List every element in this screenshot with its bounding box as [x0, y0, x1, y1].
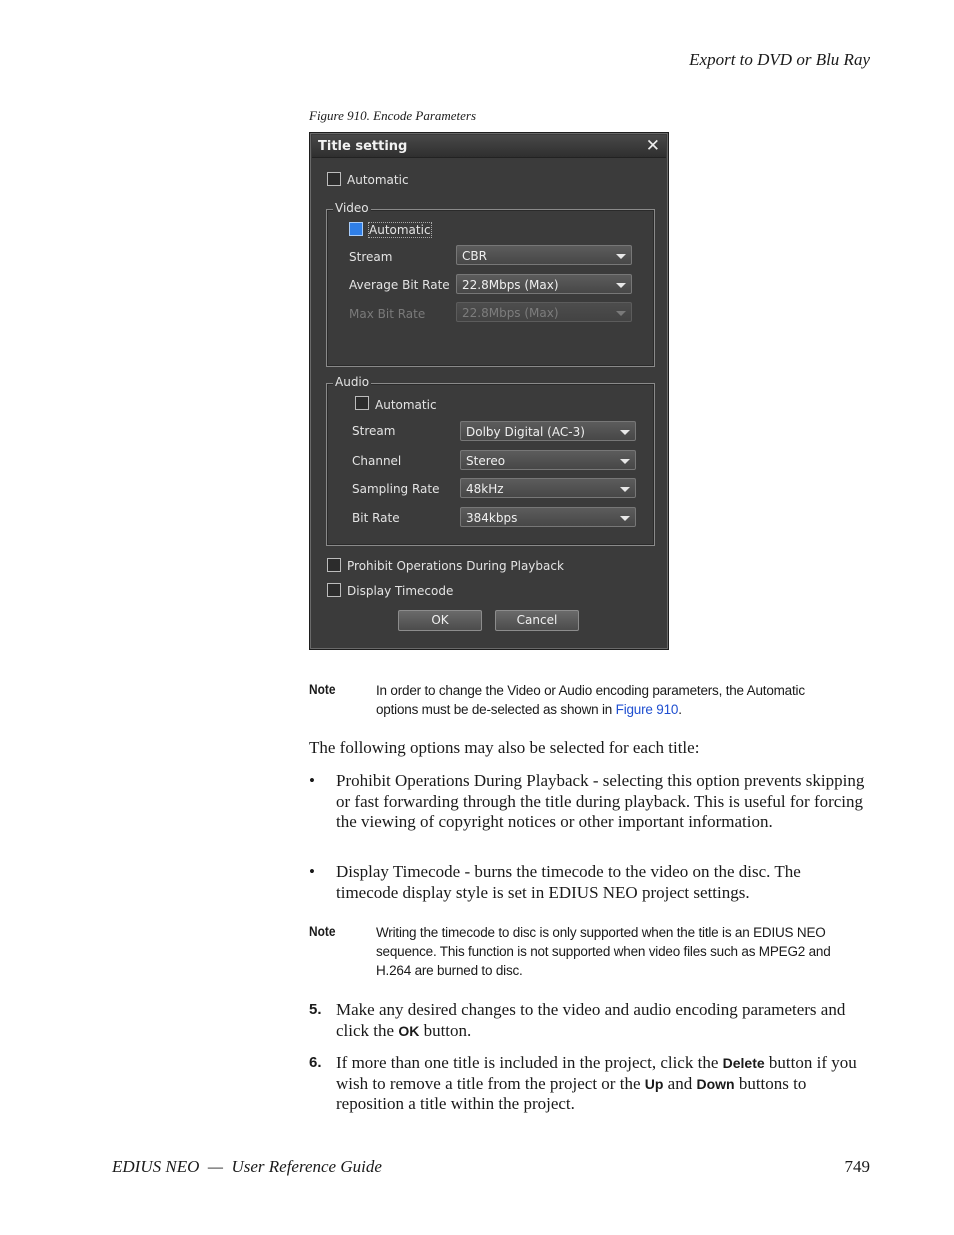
step-text-part: button if you wish to remove a title from the project or the: [336, 1053, 857, 1093]
ui-term: OK: [398, 1022, 420, 1039]
prohibit-label: Prohibit Operations During Playback: [347, 559, 564, 573]
video-automatic-checkbox[interactable]: [349, 222, 363, 236]
automatic-label: Automatic: [347, 173, 409, 187]
audio-bitrate-select[interactable]: [460, 507, 636, 527]
video-max-bitrate-value: 22.8Mbps (Max): [462, 306, 559, 320]
figure-link[interactable]: Figure 910: [615, 702, 679, 717]
step-text: [336, 1053, 871, 1115]
audio-channel-value: Stereo: [466, 454, 506, 468]
figure-caption: Figure 910. Encode Parameters: [309, 108, 477, 123]
video-avg-bitrate-label: Average Bit Rate: [349, 278, 450, 292]
audio-sampling-select[interactable]: [460, 478, 636, 498]
step-text-part: If more than one title is included in the project, click the: [336, 1053, 723, 1072]
audio-automatic-label: Automatic: [375, 398, 437, 412]
step-text-part: Make any desired changes to the video and audio encoding parameters and click the: [336, 1000, 846, 1040]
dialog-title: Title setting: [318, 139, 408, 154]
running-header: Export to DVD or Blu Ray: [689, 50, 870, 69]
audio-channel-select[interactable]: [460, 450, 636, 470]
step-text-part: and: [663, 1073, 697, 1093]
audio-automatic-checkbox[interactable]: [355, 396, 369, 410]
note-text-part: In order to change the Video or Audio encoding parameters, the Automatic options must be de-selected as shown in: [376, 683, 805, 717]
audio-bitrate-value: 384kbps: [466, 511, 518, 525]
display-timecode-checkbox[interactable]: [327, 583, 341, 597]
audio-stream-label: Stream: [352, 424, 396, 438]
display-timecode-label: Display Timecode: [347, 584, 454, 598]
step-number: 6.: [309, 1054, 322, 1071]
chevron-down-icon: [620, 487, 630, 492]
footer-title: EDIUS NEO — User Reference Guide: [112, 1157, 382, 1176]
video-avg-bitrate-value: 22.8Mbps (Max): [462, 278, 559, 292]
video-stream-label: Stream: [349, 250, 393, 264]
intro-paragraph: The following options may also be selected for each title:: [309, 738, 700, 757]
note-text: Writing the timecode to disc is only supported when the title is an EDIUS NEO sequence. This function is not supported when video files such as MPEG2 and H.264 are burned to disc.: [376, 925, 831, 978]
step-text-part: button.: [419, 1020, 472, 1040]
ui-term: Delete: [722, 1055, 765, 1071]
bullet-marker: •: [309, 862, 315, 881]
video-automatic-label: Automatic: [369, 223, 431, 237]
video-stream-value: CBR: [462, 249, 487, 263]
ok-button[interactable]: OK: [398, 610, 482, 631]
step-text: [336, 1000, 871, 1041]
bullet-item: Prohibit Operations During Playback - selecting this option prevents skipping or fast forwarding through the title during playback. This is useful for forcing the viewing of copyright notices or other important information.: [336, 771, 865, 831]
bullet-item: Display Timecode - burns the timecode to the video on the disc. The timecode display style is set in EDIUS NEO project settings.: [336, 862, 801, 902]
chevron-down-icon: [620, 516, 630, 521]
chevron-down-icon: [616, 254, 626, 259]
audio-stream-select[interactable]: [460, 421, 636, 441]
close-icon[interactable]: ✕: [645, 136, 660, 156]
audio-stream-value: Dolby Digital (AC-3): [466, 425, 585, 439]
video-group-legend: Video: [335, 201, 369, 215]
chevron-down-icon: [616, 283, 626, 288]
audio-sampling-label: Sampling Rate: [352, 482, 440, 496]
automatic-checkbox[interactable]: [327, 172, 341, 186]
prohibit-checkbox[interactable]: [327, 558, 341, 572]
page-number: 749: [844, 1157, 870, 1176]
note-label: Note: [309, 923, 336, 939]
chevron-down-icon: [616, 311, 626, 316]
note-text: [376, 681, 846, 719]
cancel-button[interactable]: Cancel: [495, 610, 579, 631]
bullet-marker: •: [309, 771, 315, 790]
video-avg-bitrate-select[interactable]: [456, 274, 632, 294]
video-stream-select[interactable]: [456, 245, 632, 265]
audio-sampling-value: 48kHz: [466, 482, 504, 496]
audio-channel-label: Channel: [352, 454, 402, 468]
note-label: Note: [309, 681, 336, 697]
video-max-bitrate-label: Max Bit Rate: [349, 307, 426, 321]
ui-term: Up: [644, 1075, 664, 1092]
video-max-bitrate-select: [456, 302, 632, 322]
chevron-down-icon: [620, 459, 630, 464]
audio-group-legend: Audio: [335, 375, 370, 389]
dialog-titlebar: [312, 135, 666, 158]
ui-term: Down: [696, 1075, 735, 1092]
title-setting-dialog: [309, 132, 669, 650]
step-number: 5.: [309, 1001, 322, 1018]
step-text-part: buttons to reposition a title within the project.: [336, 1073, 807, 1113]
chevron-down-icon: [620, 430, 630, 435]
audio-bitrate-label: Bit Rate: [352, 511, 400, 525]
note-text-end: .: [678, 702, 682, 717]
